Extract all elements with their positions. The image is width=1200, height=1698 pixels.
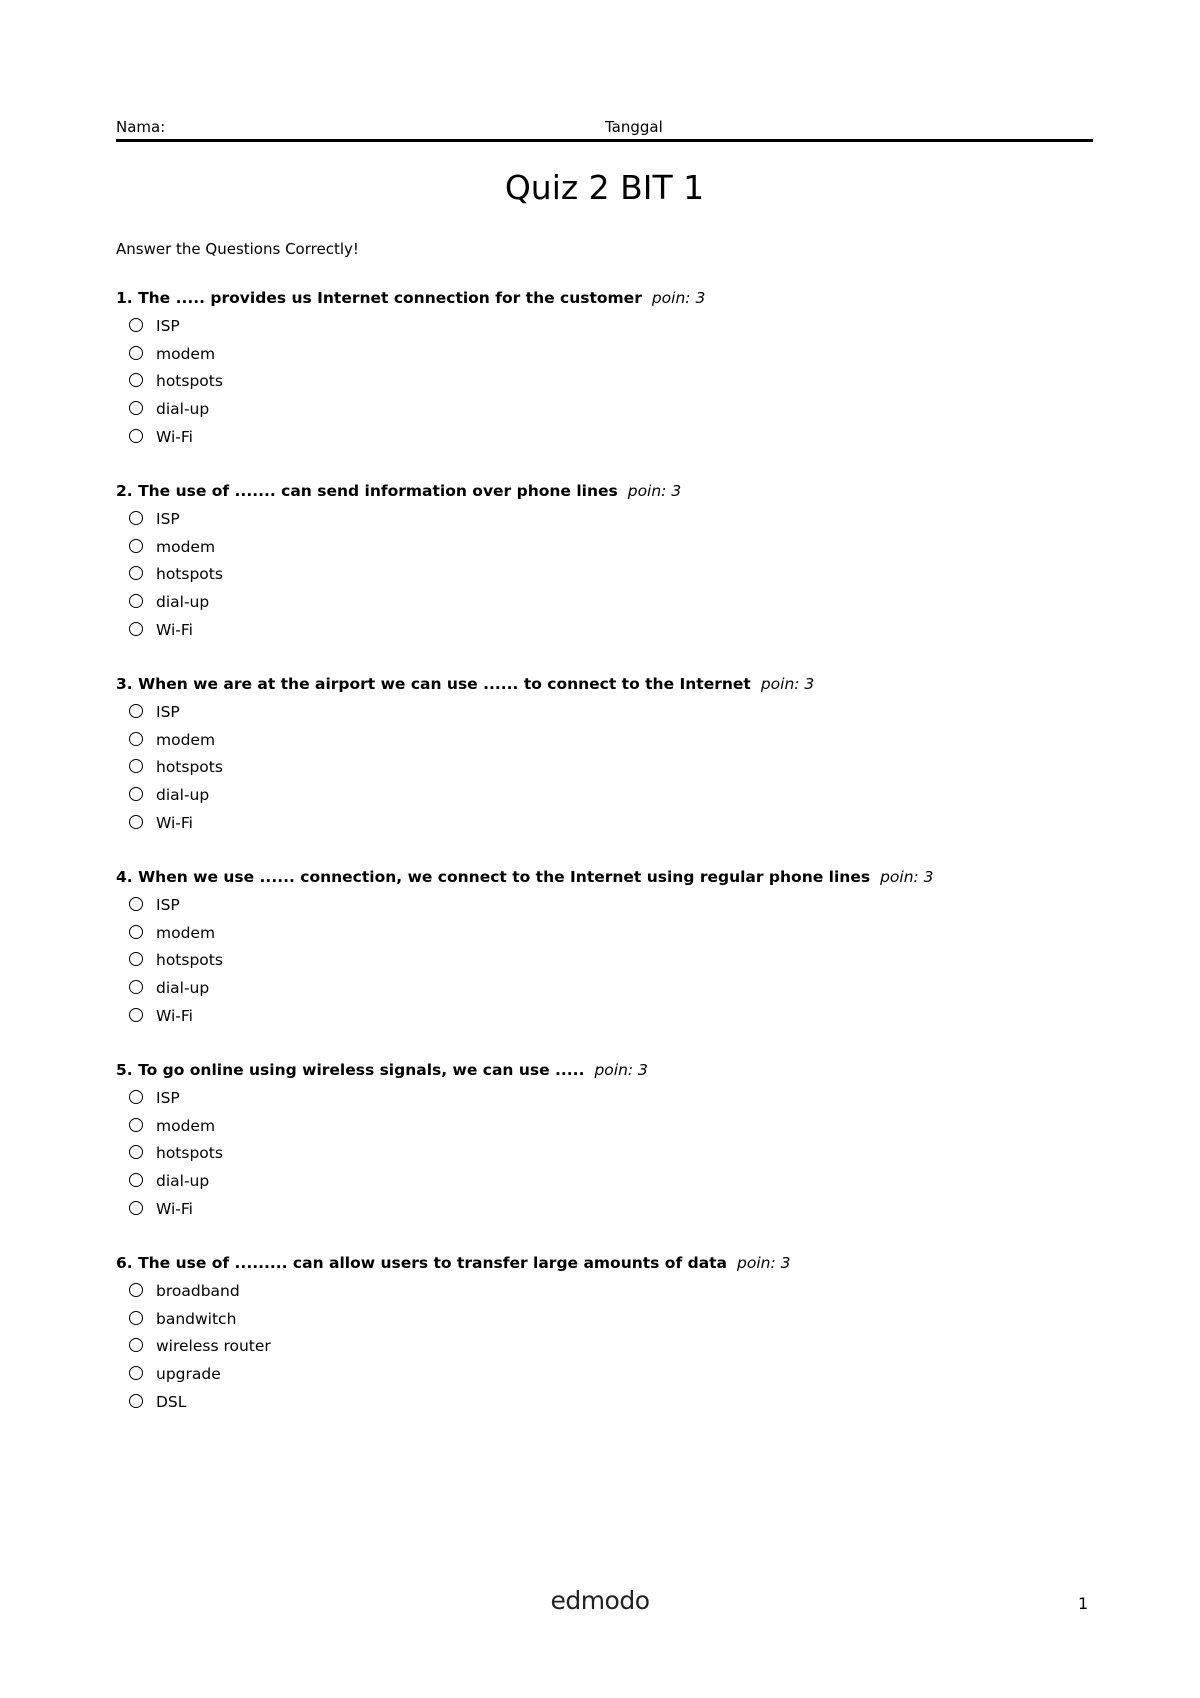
option-item[interactable] — [116, 702, 1116, 730]
option-item[interactable] — [116, 537, 1116, 565]
option-label: ISP — [156, 317, 180, 335]
option-label: dial-up — [156, 1172, 210, 1191]
page-number: 1 — [1078, 1594, 1089, 1613]
option-label: wireless router — [156, 1337, 271, 1356]
option-list — [116, 702, 1116, 840]
option-label: DSL — [156, 1392, 187, 1411]
option-label: broadband — [156, 1282, 240, 1300]
radio-button[interactable] — [129, 1283, 143, 1297]
radio-button[interactable] — [129, 1008, 143, 1022]
question-1 — [116, 287, 1116, 454]
option-label: hotspots — [156, 565, 223, 584]
option-item[interactable] — [116, 1199, 1116, 1227]
header — [116, 115, 1093, 142]
option-item[interactable] — [116, 344, 1116, 372]
question-points: poin: 3 — [594, 1061, 648, 1079]
option-label: hotspots — [156, 951, 223, 970]
option-item[interactable] — [116, 950, 1116, 978]
radio-button[interactable] — [129, 897, 143, 911]
radio-button[interactable] — [129, 1173, 143, 1187]
option-item[interactable] — [116, 509, 1116, 537]
option-label: Wi-Fi — [156, 427, 193, 446]
question-text — [116, 480, 1116, 502]
question-text — [116, 1059, 1116, 1081]
option-label: dial-up — [156, 400, 210, 419]
radio-button[interactable] — [129, 373, 143, 387]
radio-button[interactable] — [129, 787, 143, 801]
option-item[interactable] — [116, 895, 1116, 923]
radio-button[interactable] — [129, 952, 143, 966]
option-label: modem — [156, 1116, 216, 1135]
option-label: modem — [156, 730, 216, 749]
question-prompt: 1. The ..... provides us Internet connection for the customer — [116, 289, 642, 307]
option-item[interactable] — [116, 1309, 1116, 1337]
option-list — [116, 509, 1116, 647]
option-item[interactable] — [116, 1116, 1116, 1144]
option-item[interactable] — [116, 620, 1116, 648]
question-text — [116, 287, 1116, 309]
option-item[interactable] — [116, 592, 1116, 620]
option-list — [116, 1281, 1116, 1419]
radio-button[interactable] — [129, 429, 143, 443]
option-label: dial-up — [156, 786, 210, 805]
radio-button[interactable] — [129, 815, 143, 829]
option-list — [116, 1088, 1116, 1226]
question-5 — [116, 1059, 1116, 1226]
question-prompt: 4. When we use ...... connection, we connect to the Internet using regular phone lines — [116, 868, 871, 886]
radio-button[interactable] — [129, 594, 143, 608]
question-6 — [116, 1252, 1116, 1419]
option-item[interactable] — [116, 923, 1116, 951]
option-label: Wi-Fi — [156, 1199, 193, 1218]
page-title: Quiz 2 BIT 1 — [504, 168, 705, 207]
option-item[interactable] — [116, 371, 1116, 399]
radio-button[interactable] — [129, 704, 143, 718]
radio-button[interactable] — [129, 1366, 143, 1380]
option-label: bandwitch — [156, 1309, 237, 1328]
option-item[interactable] — [116, 1143, 1116, 1171]
option-item[interactable] — [116, 316, 1116, 344]
option-item[interactable] — [116, 1336, 1116, 1364]
question-3 — [116, 673, 1116, 840]
radio-button[interactable] — [129, 759, 143, 773]
edmodo-logo: edmodo — [550, 1586, 650, 1615]
option-item[interactable] — [116, 399, 1116, 427]
radio-button[interactable] — [129, 1311, 143, 1325]
radio-button[interactable] — [129, 1118, 143, 1132]
radio-button[interactable] — [129, 566, 143, 580]
radio-button[interactable] — [129, 1145, 143, 1159]
question-prompt: 6. The use of ......... can allow users to transfer large amounts of data — [116, 1254, 728, 1272]
option-label: modem — [156, 344, 216, 363]
question-points: poin: 3 — [737, 1254, 791, 1272]
option-list — [116, 316, 1116, 454]
option-item[interactable] — [116, 1088, 1116, 1116]
option-list — [116, 895, 1116, 1033]
option-label: ISP — [156, 510, 180, 528]
question-prompt: 5. To go online using wireless signals, we can use ..... — [116, 1061, 585, 1079]
date-label: Tanggal — [605, 118, 663, 136]
question-text — [116, 673, 1116, 695]
radio-button[interactable] — [129, 318, 143, 332]
instructions: Answer the Questions Correctly! — [116, 240, 359, 258]
option-label: ISP — [156, 896, 180, 914]
question-points: poin: 3 — [760, 675, 815, 693]
option-item[interactable] — [116, 978, 1116, 1006]
option-item[interactable] — [116, 1006, 1116, 1034]
option-label: ISP — [156, 703, 180, 721]
question-prompt: 3. When we are at the airport we can use ...... to connect to the Internet — [116, 675, 751, 693]
radio-button[interactable] — [129, 1201, 143, 1215]
radio-button[interactable] — [129, 401, 143, 415]
option-label: dial-up — [156, 979, 210, 998]
option-item[interactable] — [116, 730, 1116, 758]
question-points: poin: 3 — [651, 289, 706, 307]
option-label: Wi-Fi — [156, 1006, 193, 1025]
option-label: upgrade — [156, 1365, 221, 1384]
radio-button[interactable] — [129, 511, 143, 525]
option-label: modem — [156, 923, 216, 942]
option-item[interactable] — [116, 785, 1116, 813]
option-item[interactable] — [116, 427, 1116, 455]
option-item[interactable] — [116, 813, 1116, 841]
option-label: hotspots — [156, 758, 223, 777]
option-label: dial-up — [156, 593, 210, 612]
radio-button[interactable] — [129, 980, 143, 994]
question-2 — [116, 480, 1116, 647]
radio-button[interactable] — [129, 1338, 143, 1352]
option-label: hotspots — [156, 1144, 223, 1163]
option-label: Wi-Fi — [156, 620, 193, 639]
radio-button[interactable] — [129, 732, 143, 746]
option-label: Wi-Fi — [156, 813, 193, 832]
option-label: ISP — [156, 1089, 180, 1107]
radio-button[interactable] — [129, 1394, 143, 1408]
question-4 — [116, 866, 1116, 1033]
radio-button[interactable] — [129, 539, 143, 553]
radio-button[interactable] — [129, 1090, 143, 1104]
option-item[interactable] — [116, 757, 1116, 785]
radio-button[interactable] — [129, 925, 143, 939]
question-text — [116, 1252, 1116, 1274]
question-points: poin: 3 — [880, 868, 934, 886]
option-item[interactable] — [116, 1392, 1116, 1420]
radio-button[interactable] — [129, 346, 143, 360]
name-label: Nama: — [116, 118, 166, 136]
option-label: hotspots — [156, 372, 223, 391]
option-item[interactable] — [116, 564, 1116, 592]
question-points: poin: 3 — [627, 482, 682, 500]
option-label: modem — [156, 537, 216, 556]
question-text — [116, 866, 1116, 888]
question-prompt: 2. The use of ....... can send information over phone lines — [116, 482, 618, 500]
radio-button[interactable] — [129, 622, 143, 636]
option-item[interactable] — [116, 1364, 1116, 1392]
option-item[interactable] — [116, 1171, 1116, 1199]
option-item[interactable] — [116, 1281, 1116, 1309]
